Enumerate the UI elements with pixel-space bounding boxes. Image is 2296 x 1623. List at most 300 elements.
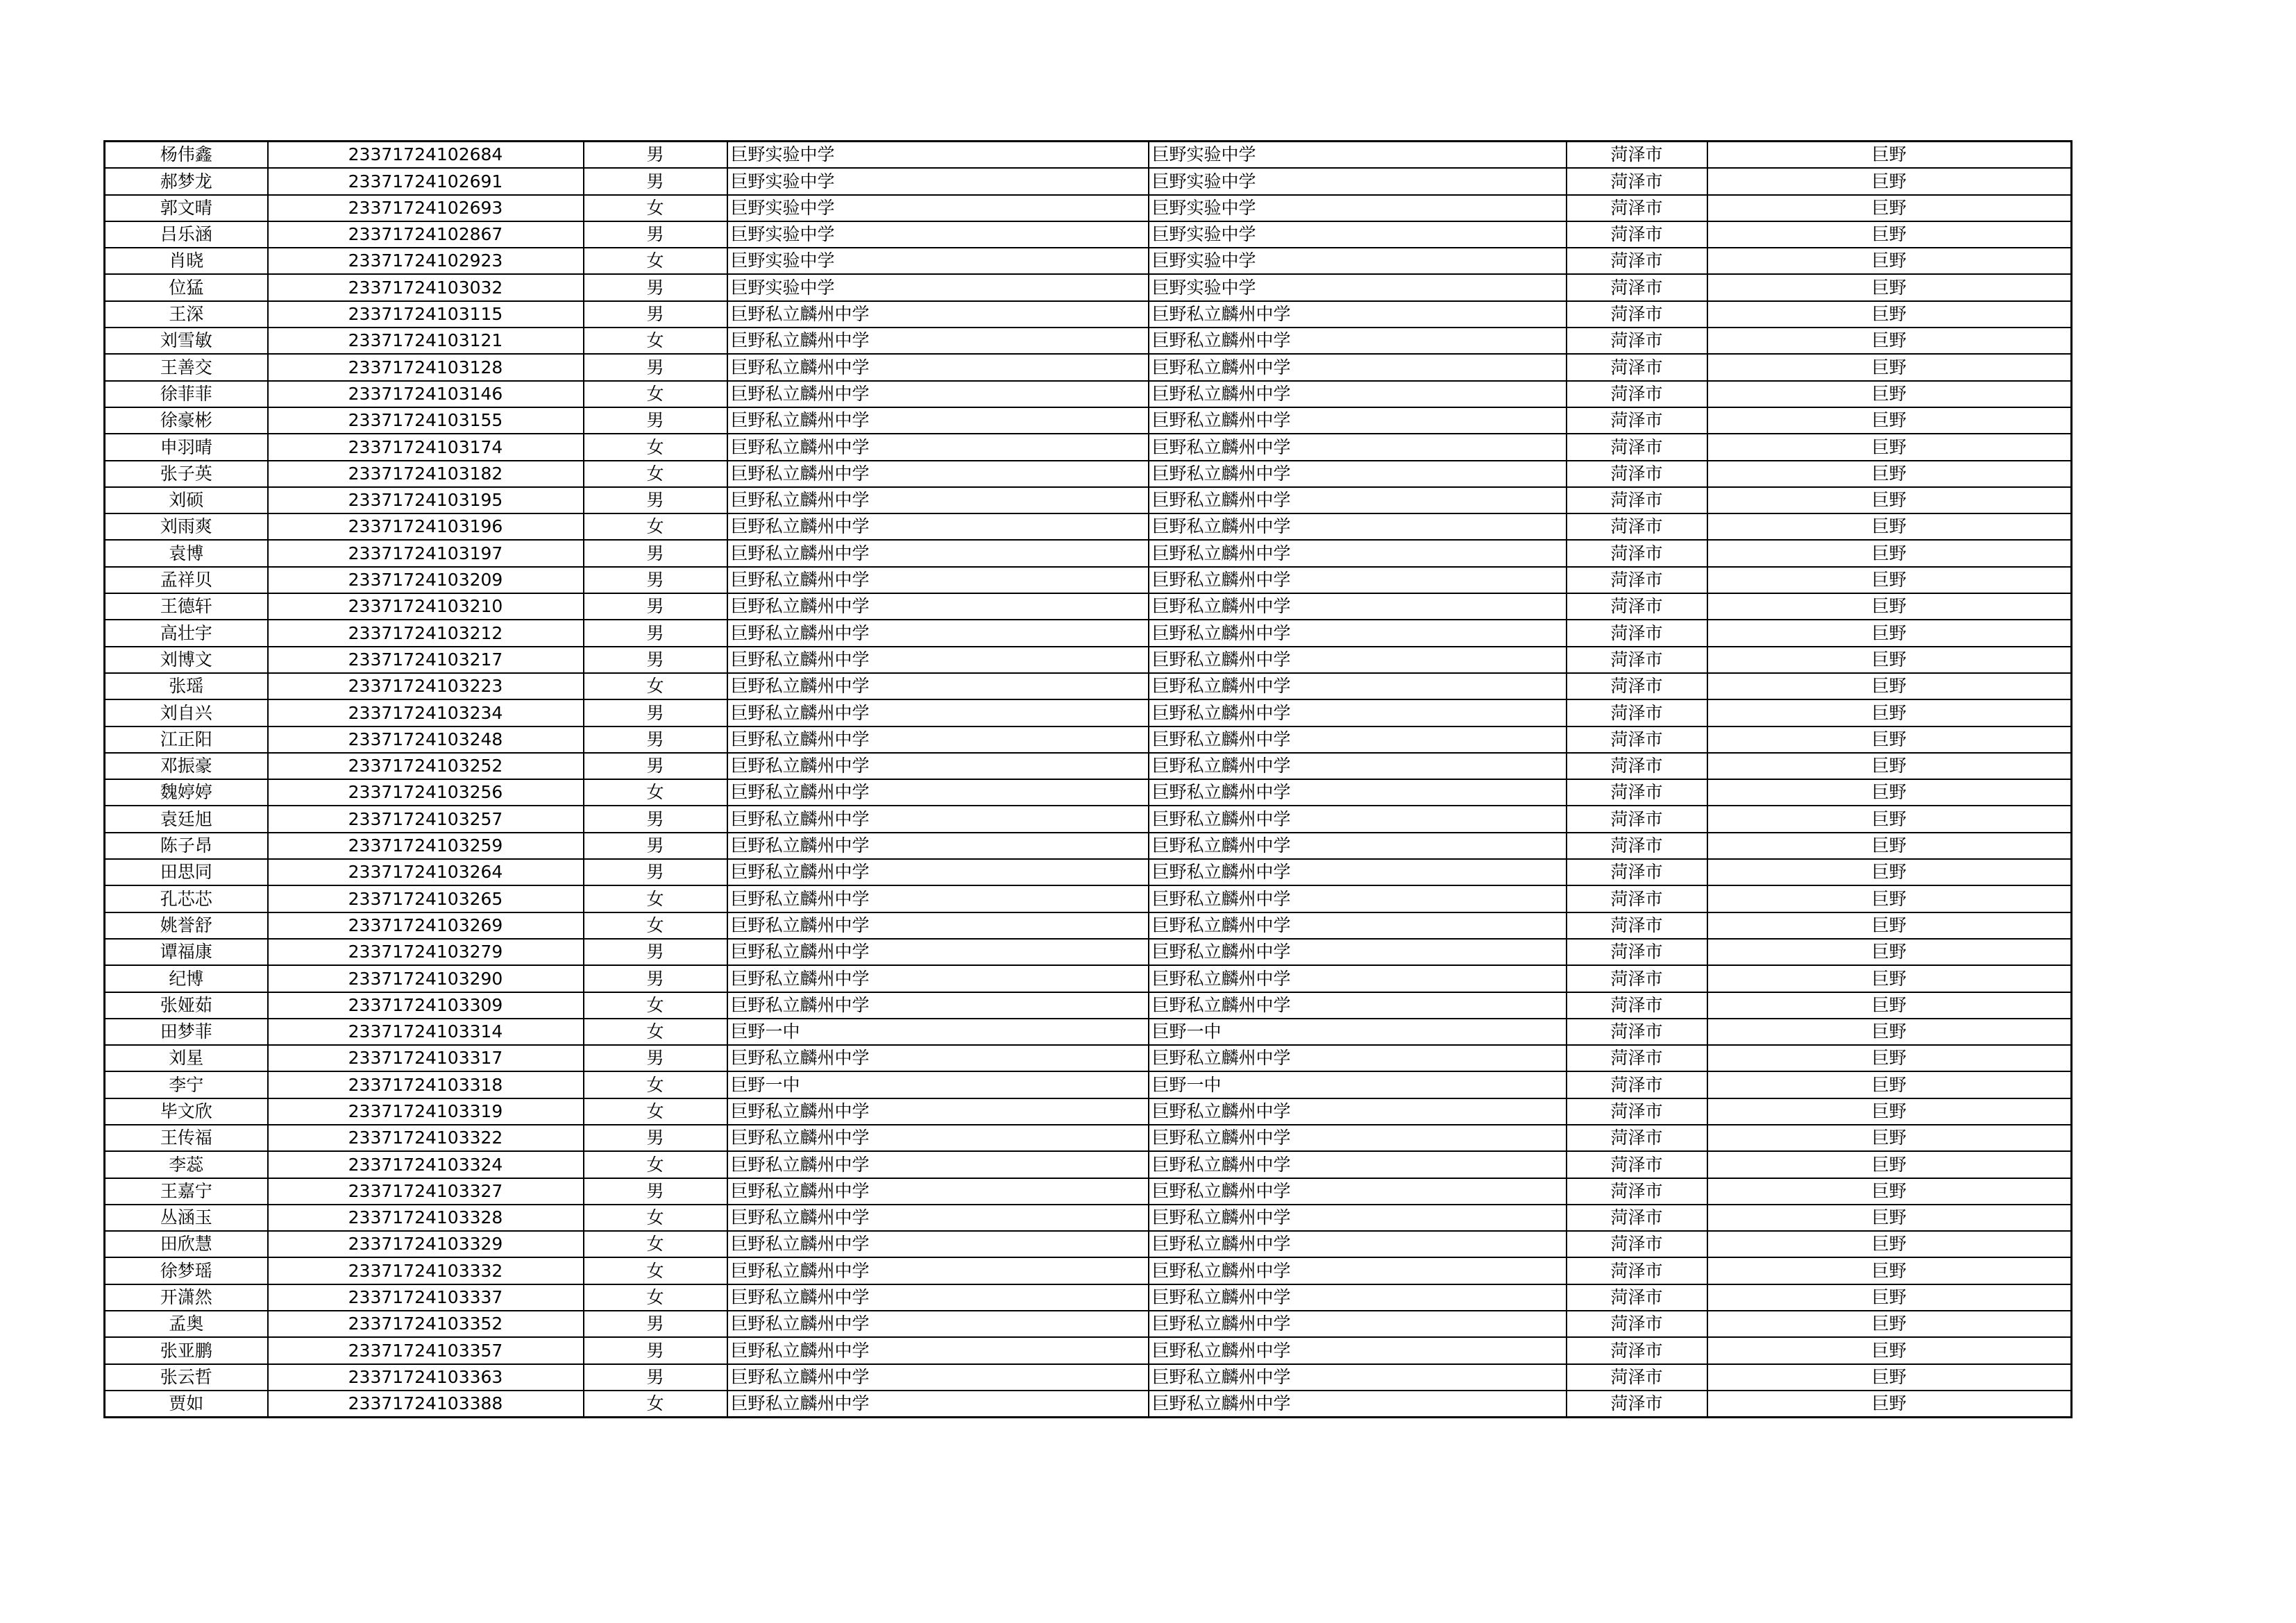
city-cell: 菏泽市	[1567, 1098, 1707, 1125]
admitted-school-cell: 巨野私立麟州中学	[1149, 673, 1567, 699]
table-row	[105, 540, 2072, 566]
city-cell: 菏泽市	[1567, 620, 1707, 646]
table-row	[105, 142, 2072, 169]
student-name-cell: 王传福	[105, 1125, 268, 1151]
school-cell: 巨野私立麟州中学	[727, 593, 1149, 620]
admitted-school-cell: 巨野实验中学	[1149, 248, 1567, 274]
exam-id-cell: 23371724103269	[268, 912, 584, 939]
admitted-school-cell: 巨野私立麟州中学	[1149, 1311, 1567, 1337]
city-cell: 菏泽市	[1567, 1311, 1707, 1337]
city-cell: 菏泽市	[1567, 1019, 1707, 1045]
student-name-cell: 刘雪敏	[105, 328, 268, 354]
table-row	[105, 753, 2072, 779]
school-cell: 巨野实验中学	[727, 142, 1149, 169]
table-row	[105, 354, 2072, 380]
county-cell: 巨野	[1707, 1071, 2072, 1098]
county-cell: 巨野	[1707, 168, 2072, 194]
school-cell: 巨野私立麟州中学	[727, 885, 1149, 912]
city-cell: 菏泽市	[1567, 1125, 1707, 1151]
exam-id-cell: 23371724103182	[268, 461, 584, 487]
school-cell: 巨野实验中学	[727, 221, 1149, 248]
table-row	[105, 434, 2072, 460]
student-name-cell: 杨伟鑫	[105, 142, 268, 169]
county-cell: 巨野	[1707, 992, 2072, 1019]
exam-id-cell: 23371724102691	[268, 168, 584, 194]
gender-cell: 女	[584, 1019, 727, 1045]
student-name-cell: 姚誉舒	[105, 912, 268, 939]
gender-cell: 女	[584, 1257, 727, 1284]
city-cell: 菏泽市	[1567, 301, 1707, 328]
school-cell: 巨野私立麟州中学	[727, 1098, 1149, 1125]
exam-id-cell: 23371724103174	[268, 434, 584, 460]
admitted-school-cell: 巨野私立麟州中学	[1149, 620, 1567, 646]
student-name-cell: 位猛	[105, 274, 268, 300]
gender-cell: 女	[584, 513, 727, 540]
exam-id-cell: 23371724103128	[268, 354, 584, 380]
county-cell: 巨野	[1707, 1257, 2072, 1284]
exam-id-cell: 23371724103337	[268, 1284, 584, 1311]
school-cell: 巨野私立麟州中学	[727, 779, 1149, 806]
school-cell: 巨野私立麟州中学	[727, 301, 1149, 328]
exam-id-cell: 23371724103252	[268, 753, 584, 779]
table-row	[105, 833, 2072, 859]
admitted-school-cell: 巨野私立麟州中学	[1149, 1337, 1567, 1363]
school-cell: 巨野私立麟州中学	[727, 381, 1149, 407]
table-row	[105, 301, 2072, 328]
table-row	[105, 779, 2072, 806]
gender-cell: 男	[584, 567, 727, 593]
admitted-school-cell: 巨野私立麟州中学	[1149, 779, 1567, 806]
county-cell: 巨野	[1707, 301, 2072, 328]
exam-id-cell: 23371724103121	[268, 328, 584, 354]
school-cell: 巨野私立麟州中学	[727, 328, 1149, 354]
city-cell: 菏泽市	[1567, 1045, 1707, 1071]
table-row	[105, 647, 2072, 673]
table-row	[105, 939, 2072, 965]
county-cell: 巨野	[1707, 221, 2072, 248]
city-cell: 菏泽市	[1567, 859, 1707, 885]
admitted-school-cell: 巨野私立麟州中学	[1149, 939, 1567, 965]
student-name-cell: 贾如	[105, 1391, 268, 1418]
student-list-sheet	[103, 140, 2070, 1418]
table-row	[105, 1391, 2072, 1418]
school-cell: 巨野私立麟州中学	[727, 1205, 1149, 1231]
city-cell: 菏泽市	[1567, 726, 1707, 753]
student-name-cell: 刘星	[105, 1045, 268, 1071]
city-cell: 菏泽市	[1567, 513, 1707, 540]
table-row	[105, 1019, 2072, 1045]
school-cell: 巨野私立麟州中学	[727, 912, 1149, 939]
city-cell: 菏泽市	[1567, 142, 1707, 169]
student-name-cell: 袁廷旭	[105, 806, 268, 832]
exam-id-cell: 23371724103210	[268, 593, 584, 620]
school-cell: 巨野私立麟州中学	[727, 1231, 1149, 1257]
admitted-school-cell: 巨野实验中学	[1149, 142, 1567, 169]
city-cell: 菏泽市	[1567, 1284, 1707, 1311]
admitted-school-cell: 巨野私立麟州中学	[1149, 992, 1567, 1019]
admitted-school-cell: 巨野私立麟州中学	[1149, 1098, 1567, 1125]
student-name-cell: 丛涵玉	[105, 1205, 268, 1231]
gender-cell: 男	[584, 1337, 727, 1363]
county-cell: 巨野	[1707, 142, 2072, 169]
county-cell: 巨野	[1707, 1205, 2072, 1231]
school-cell: 巨野一中	[727, 1019, 1149, 1045]
exam-id-cell: 23371724103155	[268, 407, 584, 434]
county-cell: 巨野	[1707, 248, 2072, 274]
school-cell: 巨野私立麟州中学	[727, 753, 1149, 779]
table-row	[105, 248, 2072, 274]
table-row	[105, 1151, 2072, 1178]
gender-cell: 男	[584, 168, 727, 194]
city-cell: 菏泽市	[1567, 992, 1707, 1019]
gender-cell: 女	[584, 328, 727, 354]
exam-id-cell: 23371724103257	[268, 806, 584, 832]
county-cell: 巨野	[1707, 1391, 2072, 1418]
gender-cell: 男	[584, 1178, 727, 1205]
gender-cell: 男	[584, 939, 727, 965]
exam-id-cell: 23371724102693	[268, 195, 584, 221]
exam-id-cell: 23371724103196	[268, 513, 584, 540]
gender-cell: 男	[584, 833, 727, 859]
gender-cell: 男	[584, 1311, 727, 1337]
gender-cell: 女	[584, 461, 727, 487]
county-cell: 巨野	[1707, 673, 2072, 699]
school-cell: 巨野私立麟州中学	[727, 647, 1149, 673]
admitted-school-cell: 巨野私立麟州中学	[1149, 513, 1567, 540]
city-cell: 菏泽市	[1567, 274, 1707, 300]
student-name-cell: 刘博文	[105, 647, 268, 673]
gender-cell: 男	[584, 699, 727, 726]
county-cell: 巨野	[1707, 1019, 2072, 1045]
school-cell: 巨野私立麟州中学	[727, 1391, 1149, 1418]
admitted-school-cell: 巨野私立麟州中学	[1149, 806, 1567, 832]
gender-cell: 女	[584, 1284, 727, 1311]
exam-id-cell: 23371724102923	[268, 248, 584, 274]
city-cell: 菏泽市	[1567, 1231, 1707, 1257]
gender-cell: 男	[584, 593, 727, 620]
table-row	[105, 1337, 2072, 1363]
student-name-cell: 谭福康	[105, 939, 268, 965]
city-cell: 菏泽市	[1567, 461, 1707, 487]
county-cell: 巨野	[1707, 1098, 2072, 1125]
county-cell: 巨野	[1707, 779, 2072, 806]
exam-id-cell: 23371724103324	[268, 1151, 584, 1178]
city-cell: 菏泽市	[1567, 1205, 1707, 1231]
exam-id-cell: 23371724103223	[268, 673, 584, 699]
city-cell: 菏泽市	[1567, 753, 1707, 779]
admitted-school-cell: 巨野私立麟州中学	[1149, 461, 1567, 487]
gender-cell: 男	[584, 965, 727, 992]
gender-cell: 男	[584, 1125, 727, 1151]
table-row	[105, 992, 2072, 1019]
student-name-cell: 张云哲	[105, 1364, 268, 1391]
admitted-school-cell: 巨野私立麟州中学	[1149, 1125, 1567, 1151]
city-cell: 菏泽市	[1567, 195, 1707, 221]
gender-cell: 女	[584, 1231, 727, 1257]
county-cell: 巨野	[1707, 620, 2072, 646]
admitted-school-cell: 巨野私立麟州中学	[1149, 1364, 1567, 1391]
admitted-school-cell: 巨野私立麟州中学	[1149, 407, 1567, 434]
county-cell: 巨野	[1707, 912, 2072, 939]
exam-id-cell: 23371724103332	[268, 1257, 584, 1284]
county-cell: 巨野	[1707, 407, 2072, 434]
table-row	[105, 1284, 2072, 1311]
city-cell: 菏泽市	[1567, 593, 1707, 620]
city-cell: 菏泽市	[1567, 1178, 1707, 1205]
student-name-cell: 魏婷婷	[105, 779, 268, 806]
exam-id-cell: 23371724103146	[268, 381, 584, 407]
county-cell: 巨野	[1707, 885, 2072, 912]
exam-id-cell: 23371724103195	[268, 487, 584, 513]
school-cell: 巨野私立麟州中学	[727, 540, 1149, 566]
gender-cell: 男	[584, 753, 727, 779]
school-cell: 巨野私立麟州中学	[727, 1151, 1149, 1178]
city-cell: 菏泽市	[1567, 567, 1707, 593]
school-cell: 巨野私立麟州中学	[727, 833, 1149, 859]
admitted-school-cell: 巨野一中	[1149, 1071, 1567, 1098]
exam-id-cell: 23371724103317	[268, 1045, 584, 1071]
school-cell: 巨野私立麟州中学	[727, 354, 1149, 380]
school-cell: 巨野私立麟州中学	[727, 1337, 1149, 1363]
student-name-cell: 肖晓	[105, 248, 268, 274]
admitted-school-cell: 巨野私立麟州中学	[1149, 726, 1567, 753]
admitted-school-cell: 巨野私立麟州中学	[1149, 434, 1567, 460]
table-row	[105, 487, 2072, 513]
gender-cell: 男	[584, 726, 727, 753]
student-name-cell: 袁博	[105, 540, 268, 566]
admitted-school-cell: 巨野私立麟州中学	[1149, 859, 1567, 885]
city-cell: 菏泽市	[1567, 1151, 1707, 1178]
student-name-cell: 张瑶	[105, 673, 268, 699]
gender-cell: 女	[584, 1098, 727, 1125]
gender-cell: 女	[584, 1391, 727, 1418]
student-name-cell: 毕文欣	[105, 1098, 268, 1125]
table-row	[105, 673, 2072, 699]
student-name-cell: 王嘉宁	[105, 1178, 268, 1205]
city-cell: 菏泽市	[1567, 1364, 1707, 1391]
exam-id-cell: 23371724103248	[268, 726, 584, 753]
county-cell: 巨野	[1707, 753, 2072, 779]
gender-cell: 男	[584, 142, 727, 169]
gender-cell: 男	[584, 274, 727, 300]
city-cell: 菏泽市	[1567, 806, 1707, 832]
table-row	[105, 806, 2072, 832]
county-cell: 巨野	[1707, 461, 2072, 487]
student-name-cell: 徐菲菲	[105, 381, 268, 407]
exam-id-cell: 23371724103357	[268, 1337, 584, 1363]
exam-id-cell: 23371724103115	[268, 301, 584, 328]
city-cell: 菏泽市	[1567, 912, 1707, 939]
city-cell: 菏泽市	[1567, 1391, 1707, 1418]
school-cell: 巨野私立麟州中学	[727, 806, 1149, 832]
gender-cell: 女	[584, 434, 727, 460]
table-row	[105, 1231, 2072, 1257]
gender-cell: 男	[584, 407, 727, 434]
student-name-cell: 郭文晴	[105, 195, 268, 221]
table-row	[105, 1205, 2072, 1231]
table-row	[105, 1178, 2072, 1205]
admitted-school-cell: 巨野私立麟州中学	[1149, 833, 1567, 859]
student-name-cell: 徐豪彬	[105, 407, 268, 434]
student-name-cell: 邓振豪	[105, 753, 268, 779]
city-cell: 菏泽市	[1567, 381, 1707, 407]
admitted-school-cell: 巨野私立麟州中学	[1149, 965, 1567, 992]
table-row	[105, 221, 2072, 248]
school-cell: 巨野私立麟州中学	[727, 487, 1149, 513]
county-cell: 巨野	[1707, 1231, 2072, 1257]
school-cell: 巨野私立麟州中学	[727, 1125, 1149, 1151]
county-cell: 巨野	[1707, 699, 2072, 726]
exam-id-cell: 23371724103314	[268, 1019, 584, 1045]
admitted-school-cell: 巨野一中	[1149, 1019, 1567, 1045]
city-cell: 菏泽市	[1567, 248, 1707, 274]
student-name-cell: 陈子昂	[105, 833, 268, 859]
county-cell: 巨野	[1707, 1311, 2072, 1337]
county-cell: 巨野	[1707, 647, 2072, 673]
student-name-cell: 田欣慧	[105, 1231, 268, 1257]
gender-cell: 女	[584, 1205, 727, 1231]
gender-cell: 男	[584, 859, 727, 885]
table-row	[105, 593, 2072, 620]
student-name-cell: 张娅茹	[105, 992, 268, 1019]
city-cell: 菏泽市	[1567, 885, 1707, 912]
admitted-school-cell: 巨野私立麟州中学	[1149, 1178, 1567, 1205]
student-name-cell: 孟祥贝	[105, 567, 268, 593]
gender-cell: 男	[584, 1364, 727, 1391]
gender-cell: 男	[584, 647, 727, 673]
city-cell: 菏泽市	[1567, 354, 1707, 380]
city-cell: 菏泽市	[1567, 1071, 1707, 1098]
table-row	[105, 885, 2072, 912]
student-name-cell: 刘自兴	[105, 699, 268, 726]
admitted-school-cell: 巨野实验中学	[1149, 274, 1567, 300]
student-name-cell: 徐梦瑶	[105, 1257, 268, 1284]
school-cell: 巨野私立麟州中学	[727, 1257, 1149, 1284]
county-cell: 巨野	[1707, 806, 2072, 832]
city-cell: 菏泽市	[1567, 939, 1707, 965]
exam-id-cell: 23371724103234	[268, 699, 584, 726]
exam-id-cell: 23371724103217	[268, 647, 584, 673]
county-cell: 巨野	[1707, 354, 2072, 380]
school-cell: 巨野私立麟州中学	[727, 1311, 1149, 1337]
county-cell: 巨野	[1707, 1284, 2072, 1311]
school-cell: 巨野实验中学	[727, 168, 1149, 194]
county-cell: 巨野	[1707, 434, 2072, 460]
student-name-cell: 刘雨爽	[105, 513, 268, 540]
exam-id-cell: 23371724103309	[268, 992, 584, 1019]
gender-cell: 女	[584, 673, 727, 699]
exam-id-cell: 23371724103209	[268, 567, 584, 593]
gender-cell: 男	[584, 1045, 727, 1071]
student-name-cell: 王深	[105, 301, 268, 328]
school-cell: 巨野实验中学	[727, 274, 1149, 300]
county-cell: 巨野	[1707, 939, 2072, 965]
gender-cell: 女	[584, 195, 727, 221]
exam-id-cell: 23371724103197	[268, 540, 584, 566]
student-table	[103, 140, 2073, 1418]
exam-id-cell: 23371724103328	[268, 1205, 584, 1231]
table-row	[105, 1125, 2072, 1151]
gender-cell: 男	[584, 301, 727, 328]
school-cell: 巨野私立麟州中学	[727, 1284, 1149, 1311]
admitted-school-cell: 巨野私立麟州中学	[1149, 1151, 1567, 1178]
exam-id-cell: 23371724102867	[268, 221, 584, 248]
admitted-school-cell: 巨野私立麟州中学	[1149, 1284, 1567, 1311]
table-row	[105, 1098, 2072, 1125]
school-cell: 巨野私立麟州中学	[727, 407, 1149, 434]
gender-cell: 女	[584, 912, 727, 939]
student-name-cell: 田思同	[105, 859, 268, 885]
school-cell: 巨野私立麟州中学	[727, 567, 1149, 593]
gender-cell: 女	[584, 992, 727, 1019]
student-name-cell: 吕乐涵	[105, 221, 268, 248]
school-cell: 巨野私立麟州中学	[727, 513, 1149, 540]
student-name-cell: 李蕊	[105, 1151, 268, 1178]
school-cell: 巨野私立麟州中学	[727, 939, 1149, 965]
school-cell: 巨野私立麟州中学	[727, 434, 1149, 460]
student-name-cell: 高壮宇	[105, 620, 268, 646]
exam-id-cell: 23371724103212	[268, 620, 584, 646]
table-row	[105, 274, 2072, 300]
exam-id-cell: 23371724103279	[268, 939, 584, 965]
gender-cell: 女	[584, 248, 727, 274]
table-body	[105, 142, 2072, 1418]
admitted-school-cell: 巨野私立麟州中学	[1149, 1045, 1567, 1071]
student-name-cell: 开潇然	[105, 1284, 268, 1311]
admitted-school-cell: 巨野私立麟州中学	[1149, 381, 1567, 407]
admitted-school-cell: 巨野私立麟州中学	[1149, 328, 1567, 354]
student-name-cell: 王德轩	[105, 593, 268, 620]
admitted-school-cell: 巨野私立麟州中学	[1149, 885, 1567, 912]
table-row	[105, 195, 2072, 221]
gender-cell: 女	[584, 1151, 727, 1178]
admitted-school-cell: 巨野实验中学	[1149, 168, 1567, 194]
exam-id-cell: 23371724103032	[268, 274, 584, 300]
table-row	[105, 1257, 2072, 1284]
school-cell: 巨野实验中学	[727, 248, 1149, 274]
exam-id-cell: 23371724103318	[268, 1071, 584, 1098]
county-cell: 巨野	[1707, 1125, 2072, 1151]
city-cell: 菏泽市	[1567, 1337, 1707, 1363]
city-cell: 菏泽市	[1567, 833, 1707, 859]
student-name-cell: 江正阳	[105, 726, 268, 753]
table-row	[105, 168, 2072, 194]
city-cell: 菏泽市	[1567, 647, 1707, 673]
exam-id-cell: 23371724103264	[268, 859, 584, 885]
city-cell: 菏泽市	[1567, 168, 1707, 194]
school-cell: 巨野私立麟州中学	[727, 726, 1149, 753]
student-name-cell: 孟奥	[105, 1311, 268, 1337]
city-cell: 菏泽市	[1567, 407, 1707, 434]
admitted-school-cell: 巨野私立麟州中学	[1149, 487, 1567, 513]
table-row	[105, 912, 2072, 939]
admitted-school-cell: 巨野私立麟州中学	[1149, 540, 1567, 566]
exam-id-cell: 23371724103265	[268, 885, 584, 912]
admitted-school-cell: 巨野实验中学	[1149, 195, 1567, 221]
county-cell: 巨野	[1707, 1045, 2072, 1071]
exam-id-cell: 23371724103259	[268, 833, 584, 859]
city-cell: 菏泽市	[1567, 434, 1707, 460]
table-row	[105, 726, 2072, 753]
city-cell: 菏泽市	[1567, 673, 1707, 699]
county-cell: 巨野	[1707, 1364, 2072, 1391]
exam-id-cell: 23371724103363	[268, 1364, 584, 1391]
county-cell: 巨野	[1707, 833, 2072, 859]
school-cell: 巨野私立麟州中学	[727, 992, 1149, 1019]
student-name-cell: 张亚鹏	[105, 1337, 268, 1363]
school-cell: 巨野私立麟州中学	[727, 673, 1149, 699]
gender-cell: 男	[584, 540, 727, 566]
